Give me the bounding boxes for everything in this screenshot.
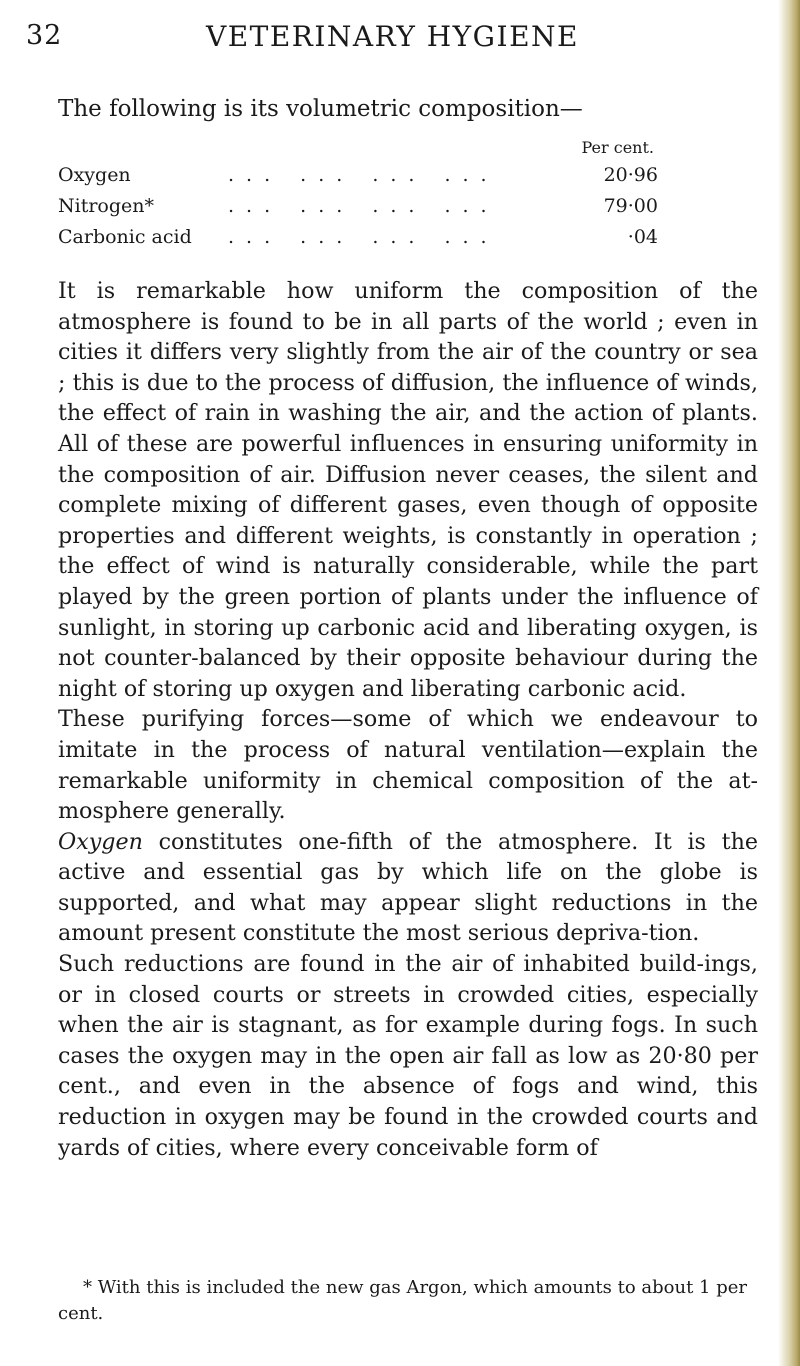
- row-value: 20·96: [603, 164, 658, 186]
- leader-dots: ... ... ... ...: [228, 195, 499, 217]
- row-label: Nitrogen*: [58, 195, 155, 217]
- table-row: [58, 164, 658, 194]
- row-label: Oxygen: [58, 164, 131, 186]
- paragraph-text: constitutes one-fifth of the atmosphere. It is the active and essential gas by which life on the globe is supported, and what may appear slight reductions in the amount present constitute the most serious depriva-tion.: [58, 828, 758, 947]
- footnote-text: * With this is included the new gas Argon, which amounts to about 1 per cent.: [58, 1277, 748, 1324]
- unit-header: Per cent.: [581, 138, 654, 157]
- paragraph: These purifying forces—some of which we endeavour to imitate in the process of natural ventilation—explain the remarkable uniformity in chemical composition of the at-mosphere generally.: [58, 706, 758, 825]
- row-value: ·04: [627, 226, 658, 248]
- page-edge-shadow: [778, 0, 800, 1366]
- body-text: [58, 276, 758, 1163]
- page-number: 32: [26, 20, 63, 51]
- paragraph: It is remarkable how uniform the composition of the atmosphere is found to be in all parts of the world ; even in cities it differs very slightly from the air of the country or sea ; this is due to the process of diffusion, the influence of winds, the effect of rain in washing the air, and the action of plants. All of these are powerful influences in ensuring uniformity in the composition of air. Diffusion never ceases, the silent and complete mixing of different gases, even though of opposite properties and different weights, is constantly in operation ; the effect of wind is naturally considerable, while the part played by the green portion of plants under the influence of sunlight, in storing up carbonic acid and liberating oxygen, is not counter-balanced by their opposite behaviour during the night of storing up oxygen and liberating carbonic acid.: [58, 278, 758, 702]
- footnote: [58, 1275, 758, 1327]
- row-value: 79·00: [603, 195, 658, 217]
- paragraph: Such reductions are found in the air of inhabited build-ings, or in closed courts or streets in crowded cities, especially when the air is stagnant, as for example during fogs. In such cases the oxygen may in the open air fall as low as 20·80 per cent., and even in the absence of fogs and wind, this reduction in oxygen may be found in the crowded courts and yards of cities, where every conceivable form of: [58, 951, 758, 1161]
- row-label: Carbonic acid: [58, 226, 192, 248]
- table-row: [58, 226, 658, 256]
- table-row: [58, 195, 658, 225]
- leader-dots: ... ... ... ...: [228, 164, 499, 186]
- intro-line: The following is its volumetric composition—: [58, 96, 583, 122]
- running-head: VETERINARY HYGIENE: [206, 20, 579, 53]
- paragraph: [58, 827, 758, 949]
- italic-lead: Oxygen: [58, 828, 143, 855]
- leader-dots: ... ... ... ...: [228, 226, 499, 248]
- page-header: [26, 20, 746, 60]
